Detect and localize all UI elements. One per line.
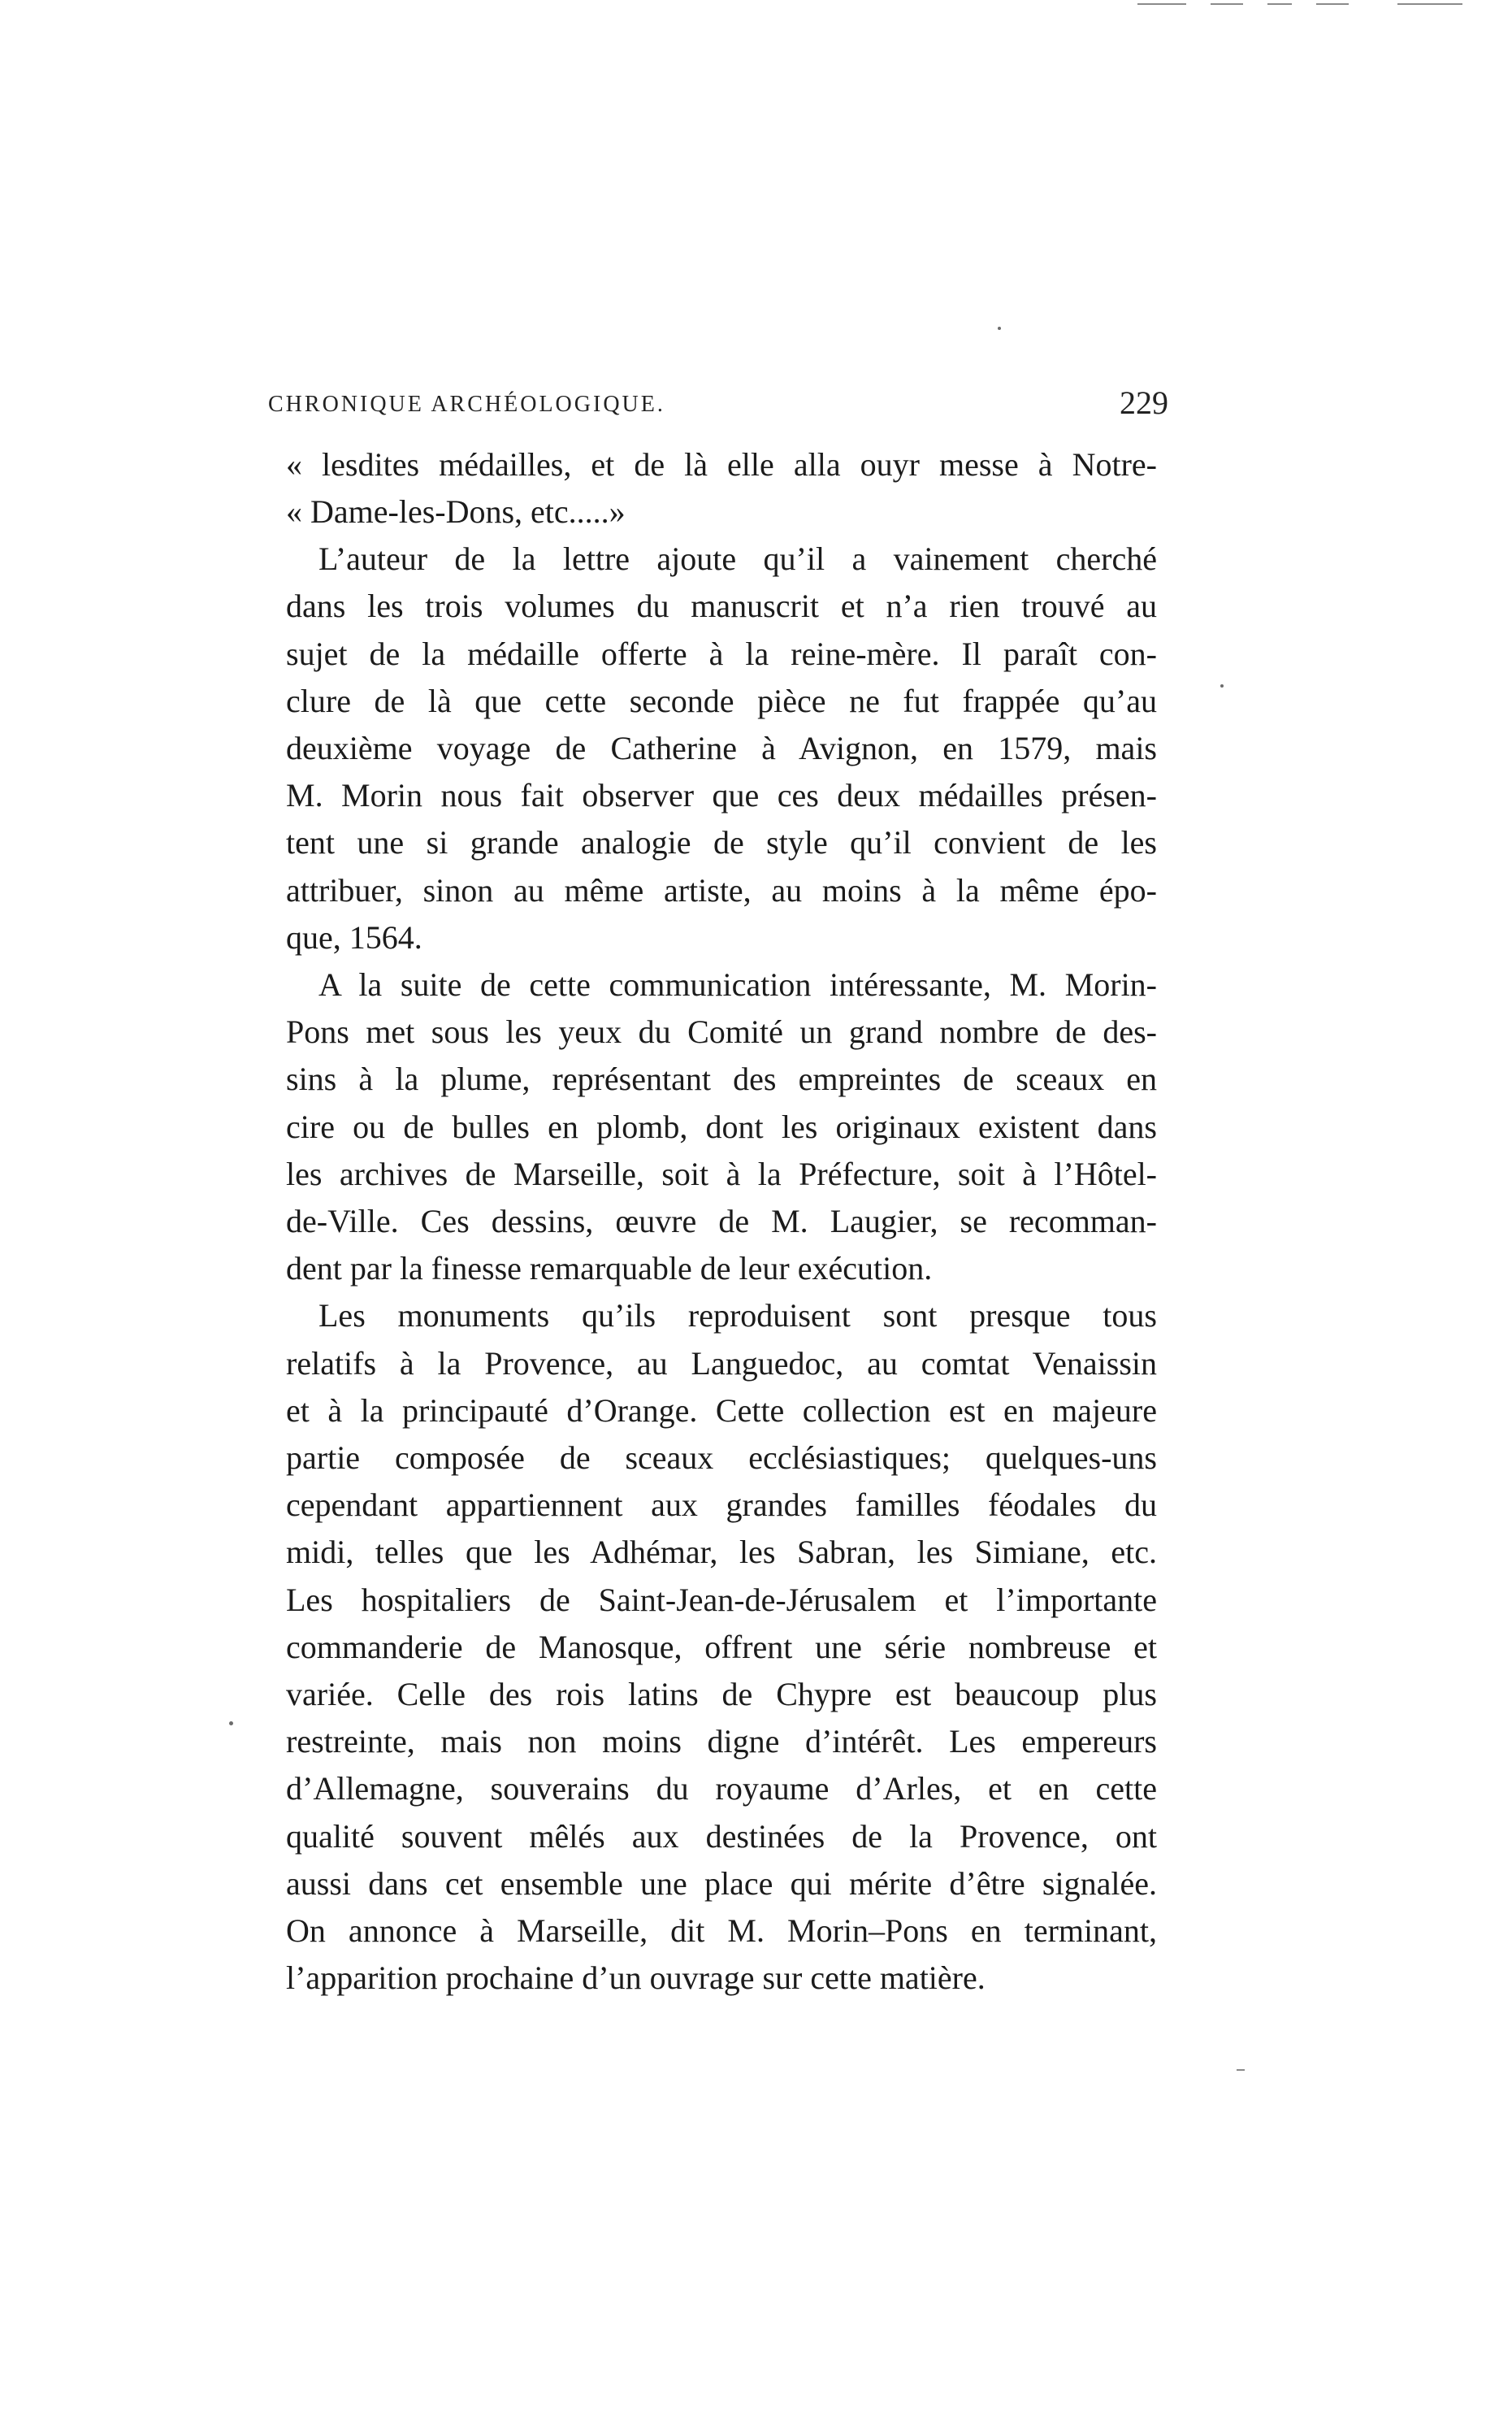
text-line: L’auteur de la lettre ajoute qu’il a vainement cherché [318,540,1157,577]
text-line: que, 1564. [286,919,422,956]
scan-artifact [1137,3,1186,5]
text-line: « lesdites médailles, et de là elle alla ouyr messe à Notre- [286,446,1157,483]
page-number: 229 [1120,384,1168,421]
text-line: clure de là que cette seconde pièce ne fut frappée qu’au [286,683,1157,719]
text-line: A la suite de cette communication intéressante, M. Morin- [318,966,1157,1003]
text-line: dent par la finesse remarquable de leur exécution. [286,1250,933,1287]
text-line: sujet de la médaille offerte à la reine-mère. Il paraît con- [286,636,1157,672]
text-line: les archives de Marseille, soit à la Préfecture, soit à l’Hôtel- [286,1156,1157,1192]
scan-artifact [1267,3,1292,5]
text-line: et à la principauté d’Orange. Cette collection est en majeure [286,1392,1157,1429]
text-line: aussi dans cet ensemble une place qui mérite d’être signalée. [286,1865,1157,1902]
text-line: On annonce à Marseille, dit M. Morin–Pons en terminant, [286,1912,1157,1949]
text-line: midi, telles que les Adhémar, les Sabran, les Simiane, etc. [286,1534,1157,1570]
text-line: qualité souvent mêlés aux destinées de la Provence, ont [286,1818,1157,1855]
scan-artifact [1237,2069,1245,2071]
text-line: d’Allemagne, souverains du royaume d’Arles, et en cette [286,1770,1157,1807]
text-line: tent une si grande analogie de style qu’il convient de les [286,824,1157,861]
text-line: sins à la plume, représentant des empreintes de sceaux en [286,1061,1157,1097]
text-line: de-Ville. Ces dessins, œuvre de M. Laugier, se recomman- [286,1203,1157,1239]
scan-artifact [1316,3,1349,5]
text-line: deuxième voyage de Catherine à Avignon, en 1579, mais [286,730,1157,766]
text-line: cependant appartiennent aux grandes familles féodales du [286,1486,1157,1523]
text-line: M. Morin nous fait observer que ces deux médailles présen- [286,777,1157,814]
text-line: « Dame-les-Dons, etc.....» [286,493,626,530]
text-line: restreinte, mais non moins digne d’intérêt. Les empereurs [286,1723,1157,1760]
text-line: attribuer, sinon au même artiste, au moins à la même épo- [286,872,1157,909]
text-line: l’apparition prochaine d’un ouvrage sur cette matière. [286,1959,986,1996]
scan-artifact [998,327,1001,330]
text-line: Les hospitaliers de Saint-Jean-de-Jérusalem et l’importante [286,1582,1157,1618]
text-line: Les monuments qu’ils reproduisent sont presque tous [318,1297,1157,1334]
scan-artifact [1397,3,1462,5]
text-line: relatifs à la Provence, au Languedoc, au comtat Venaissin [286,1345,1157,1382]
scan-artifact [229,1721,233,1725]
text-line: cire ou de bulles en plomb, dont les originaux existent dans [286,1109,1157,1145]
scan-artifact [1220,684,1224,688]
running-header-title: CHRONIQUE ARCHÉOLOGIQUE. [268,392,665,417]
text-line: dans les trois volumes du manuscrit et n’a rien trouvé au [286,588,1157,624]
text-line: commanderie de Manosque, offrent une série nombreuse et [286,1629,1157,1665]
scan-artifact [1211,3,1243,5]
text-line: partie composée de sceaux ecclésiastiques; quelques-uns [286,1439,1157,1476]
text-line: variée. Celle des rois latins de Chypre est beaucoup plus [286,1676,1157,1712]
text-line: Pons met sous les yeux du Comité un grand nombre de des- [286,1013,1157,1050]
